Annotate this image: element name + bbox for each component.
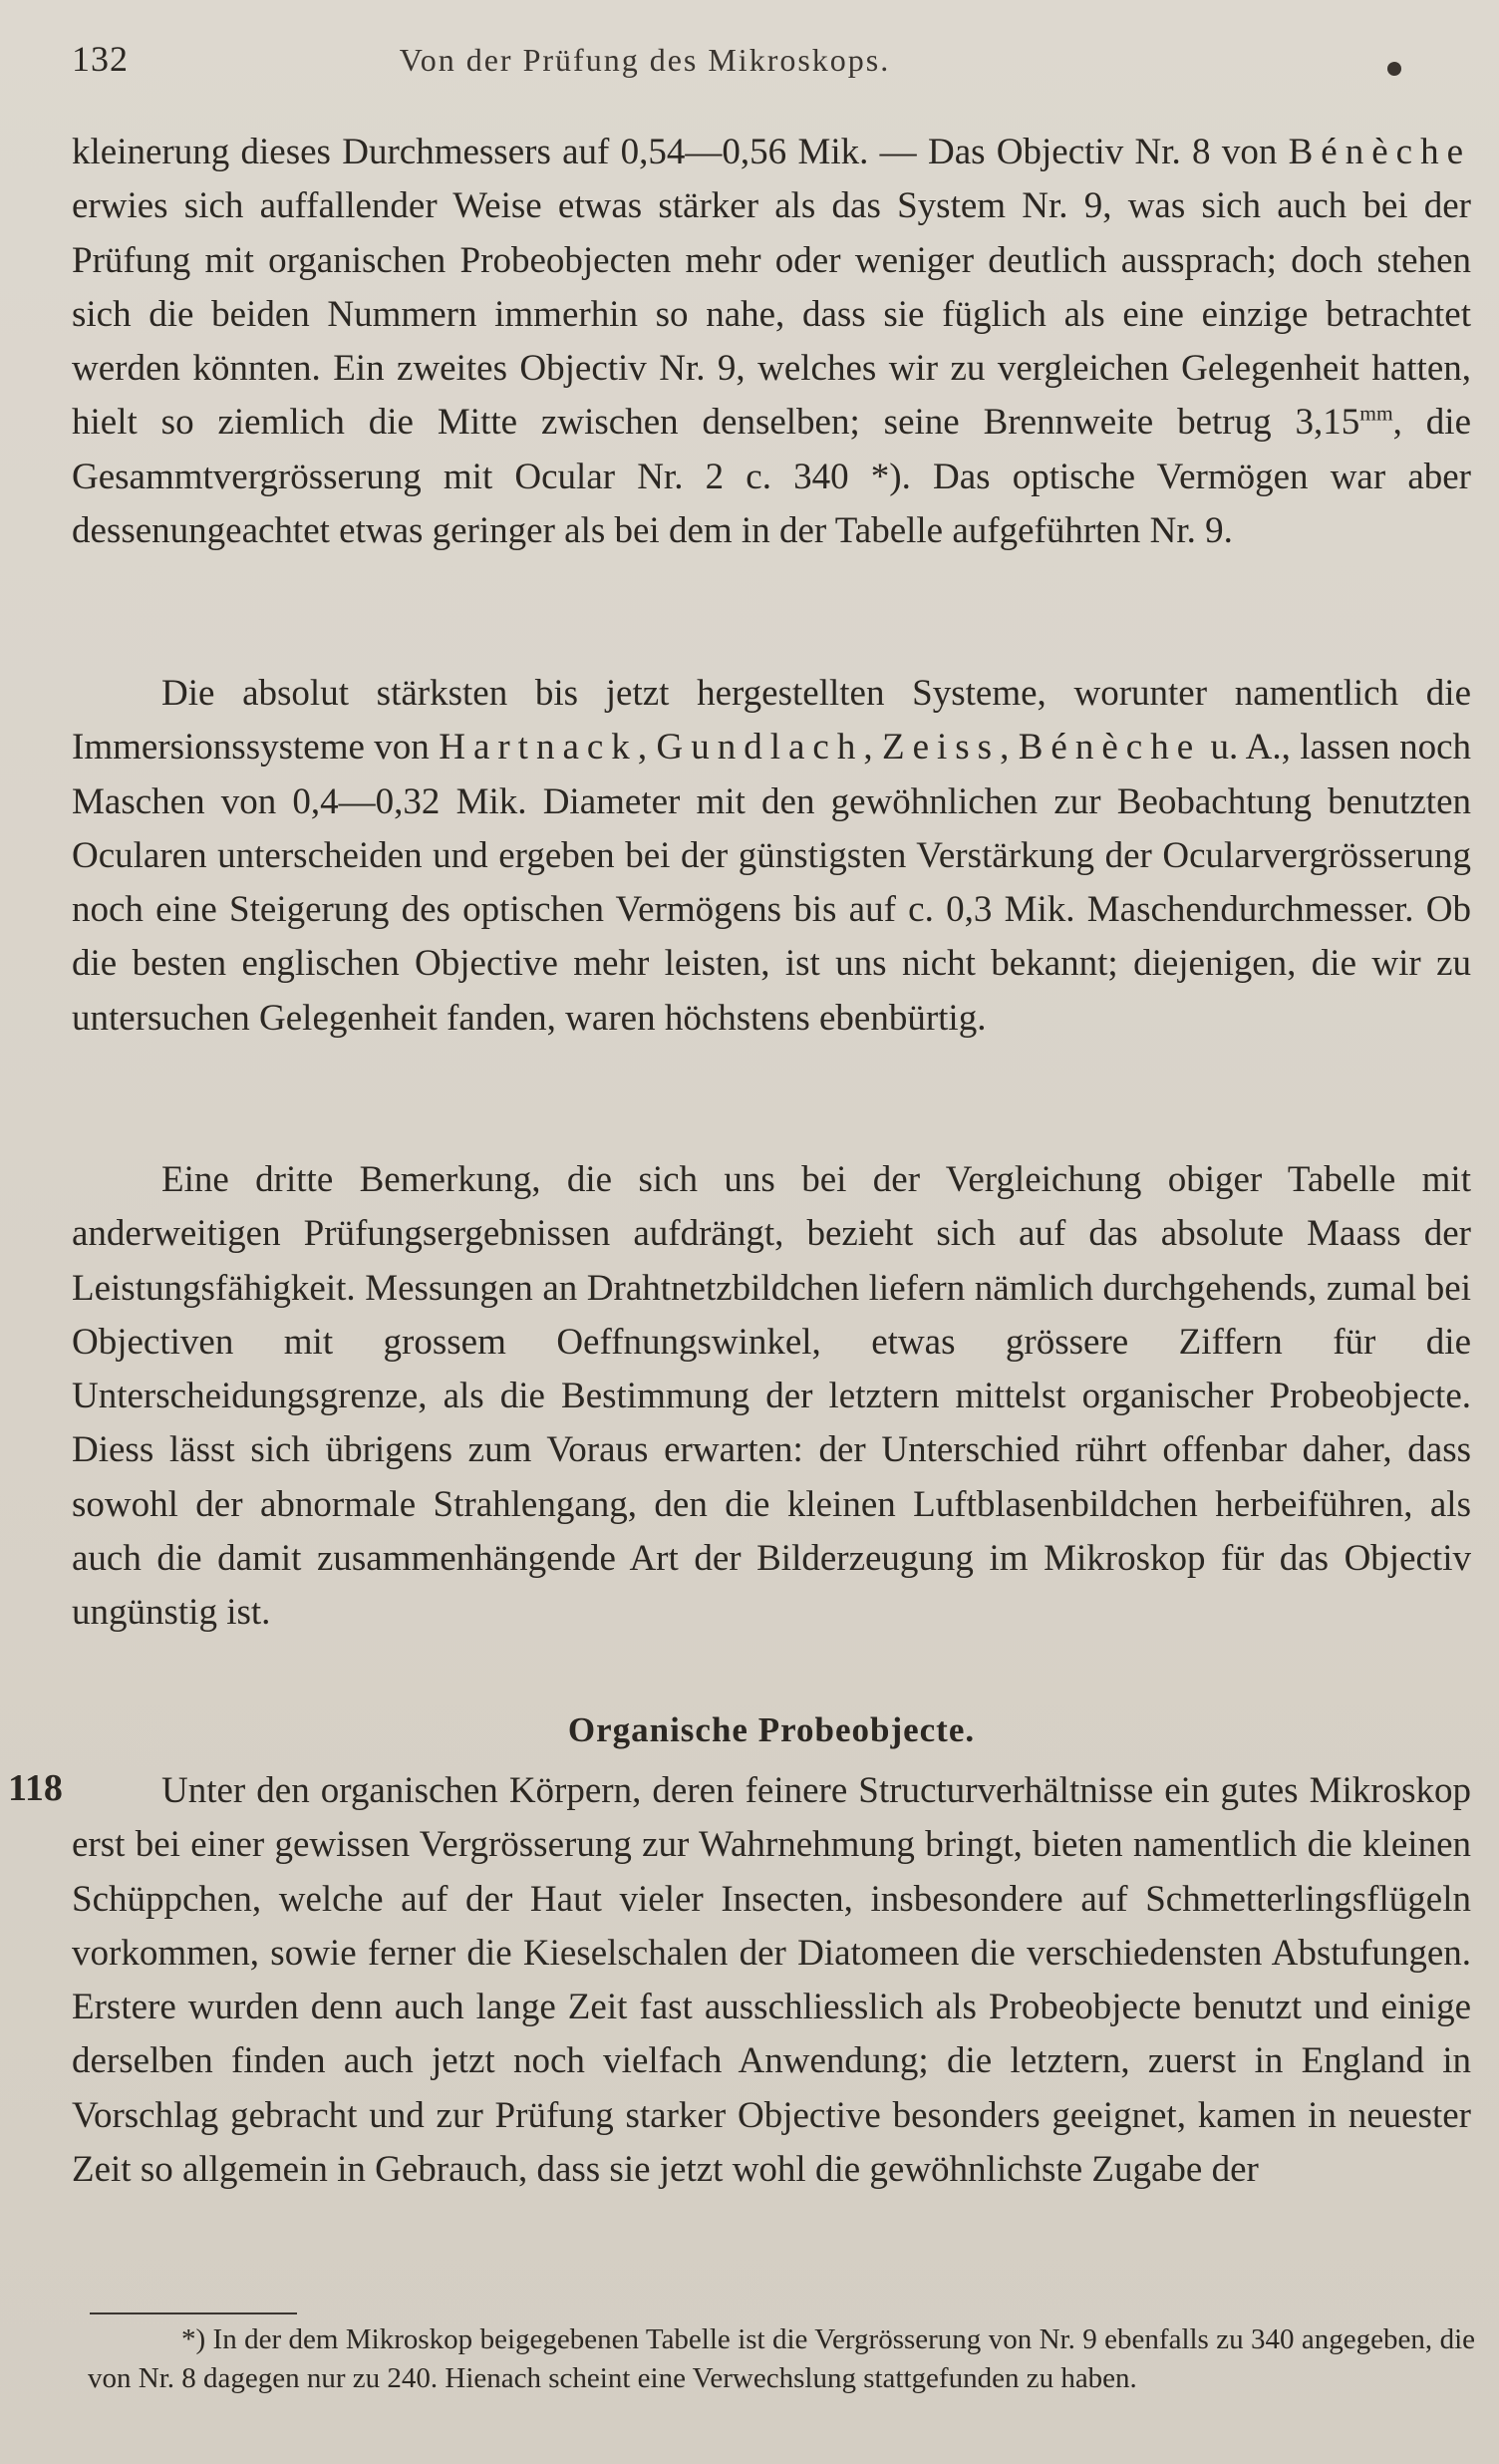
text-run: ,	[637, 727, 657, 769]
author-name: Gundlach	[656, 727, 864, 769]
page-number: 132	[72, 39, 129, 79]
text-run: ,	[1000, 727, 1019, 769]
text-run: erwies sich auffallender Weise etwas stärker als das System Nr. 9, was sich auch bei der Prüfung mit organischen Probeobjecten mehr oder weniger deutlich aussprach; doch stehen sich die beiden Nummern immerhin so nahe, dass sie füglich als eine einzige betrachtet werden könnten. Ein zweites Objectiv Nr. 9, welches wir zu vergleichen Gelegenheit hatten, hielt so ziemlich die Mitte zwischen denselben; seine Brennweite betrug 3,15	[72, 185, 1471, 444]
text-run: Die absolut stärksten bis jetzt hergestellten Systeme, worunter namentlich die Immersionssysteme von	[72, 673, 1471, 769]
footnote: *) In der dem Mikroskop beigegebenen Tabelle ist die Vergrösserung von Nr. 9 ebenfalls zu 340 angegeben, die von Nr. 8 dagegen nur zu 240. Hienach scheint eine Verwechslung stattgefunden zu haben.	[88, 2323, 1475, 2394]
unit-superscript: mm	[1359, 402, 1393, 427]
ink-speck-icon	[1387, 62, 1401, 76]
author-name: Bénèche	[1288, 132, 1471, 172]
page-header	[72, 38, 1427, 88]
paragraph-strongest-systems	[72, 667, 1471, 1046]
section-heading: Organische Probeobjecte.	[567, 1710, 976, 1749]
text-run: kleinerung dieses Durchmessers auf 0,54—0,56 Mik. — Das Objectiv Nr. 8 von	[72, 132, 1289, 172]
text-run: , die Gesammtvergrösserung mit Ocular Nr. 2 c. 340 *). Das optische Vermögen war aber dessenungeachtet etwas geringer als bei dem in der Tabelle aufgeführten Nr. 9.	[72, 402, 1472, 552]
text-run: u. A., lassen noch Maschen von 0,4—0,32 Mik. Diameter mit den gewöhnlichen zur Beobachtung benutzten Ocularen unterscheiden und ergeben bei der günstigsten Verstärkung der Ocularvergrösserung noch eine Steigerung des optischen Vermögens bis auf c. 0,3 Mik. Maschendurchmesser. Ob die besten englischen Objective mehr leisten, ist uns nicht bekannt; diejenigen, die wir zu untersuchen Gelegenheit fanden, waren höchstens ebenbürtig.	[72, 727, 1472, 1039]
paragraph-third-remark	[72, 1153, 1471, 1641]
author-name: Bénèche	[1018, 727, 1202, 769]
running-title: Von der Prüfung des Mikroskops.	[399, 42, 891, 78]
margin-paragraph-number: 118	[8, 1767, 63, 1809]
text-run: ,	[863, 727, 882, 769]
text-run: Eine dritte Bemerkung, die sich uns bei der Vergleichung obiger Tabelle mit anderweitigen Prüfungsergebnissen aufdrängt, bezieht sich auf das absolute Maass der Leistungsfähigkeit. Messungen an Drahtnetzbildchen liefern nämlich durchgehends, zumal bei Objectiven mit grossem Oeffnungswinkel, etwas grössere Ziffern für die Unterscheidungsgrenze, als die Bestimmung der letztern mittelst organischer Probeobjecte. Diess lässt sich übrigens zum Voraus erwarten: der Unterschied rührt offenbar daher, dass sowohl der abnormale Strahlengang, den die kleinen Luftblasenbildchen herbeiführen, als auch die damit zusammenhängende Art der Bilderzeugung im Mikroskop für das Objectiv ungünstig ist.	[72, 1159, 1471, 1634]
author-name: Zeiss	[881, 727, 1001, 769]
paragraph-continued	[72, 126, 1471, 558]
section-paragraph	[72, 1764, 1471, 2197]
footnote-divider	[90, 2312, 297, 2314]
text-run: Unter den organischen Körpern, deren feinere Structurverhältnisse ein gutes Mikroskop erst bei einer gewissen Vergrösserung zur Wahrnehmung bringt, bieten namentlich die kleinen Schüppchen, welche auf der Haut vieler Insecten, insbesondere auf Schmetterlingsflügeln vorkommen, sowie ferner die Kieselschalen der Diatomeen die verschiedensten Abstufungen. Erstere wurden denn auch lange Zeit fast ausschliesslich als Probeobjecte benutzt und einige derselben finden auch jetzt noch vielfach Anwendung; die letztern, zuerst in England in Vorschlag gebracht und zur Prüfung starker Objective besonders geeignet, kamen in neuester Zeit so allgemein in Gebrauch, dass sie jetzt wohl die gewöhnlichste Zugabe der	[72, 1770, 1471, 2191]
author-name: Hartnack	[439, 727, 638, 769]
